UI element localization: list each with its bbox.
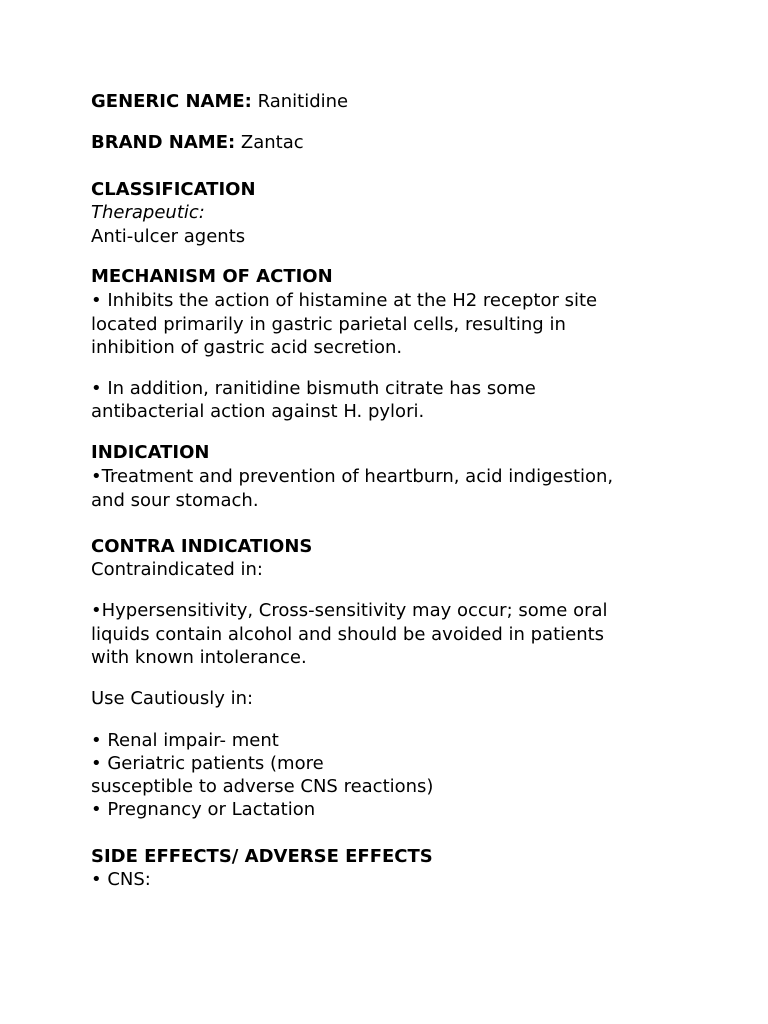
indication-line: and sour stomach.: [91, 490, 259, 511]
mechanism-line: • In addition, ranitidine bismuth citrate has some: [91, 378, 536, 399]
mechanism-line: • Inhibits the action of histamine at the H2 receptor site: [91, 290, 598, 311]
contra-heading: CONTRA INDICATIONS: [91, 536, 313, 557]
contra-line: with known intolerance.: [91, 647, 307, 668]
side-effects-heading: SIDE EFFECTS/ ADVERSE EFFECTS: [91, 846, 433, 867]
caution-item: • Geriatric patients (more: [91, 753, 324, 774]
classification-heading: CLASSIFICATION: [91, 179, 256, 200]
generic-name-line: [91, 90, 348, 113]
caution-intro: Use Cautiously in:: [91, 688, 254, 709]
mechanism-heading: MECHANISM OF ACTION: [91, 266, 333, 287]
mechanism-line: inhibition of gastric acid secretion.: [91, 337, 403, 358]
indication-line: •Treatment and prevention of heartburn, acid indigestion,: [91, 466, 614, 487]
brand-name-value: Zantac: [235, 132, 304, 153]
classification-value: Anti-ulcer agents: [91, 226, 246, 247]
side-effects-item: • CNS:: [91, 869, 151, 890]
contra-intro: Contraindicated in:: [91, 559, 263, 580]
brand-name-label: BRAND NAME:: [91, 132, 236, 153]
brand-name-line: [91, 131, 304, 154]
contra-line: •Hypersensitivity, Cross-sensitivity may occur; some oral: [91, 600, 608, 621]
caution-item: susceptible to adverse CNS reactions): [91, 776, 434, 797]
mechanism-line: antibacterial action against H. pylori.: [91, 401, 425, 422]
caution-item: • Pregnancy or Lactation: [91, 799, 316, 820]
caution-item: • Renal impair- ment: [91, 730, 279, 751]
generic-name-value: Ranitidine: [251, 91, 349, 112]
contra-line: liquids contain alcohol and should be avoided in patients: [91, 624, 605, 645]
generic-name-label: GENERIC NAME:: [91, 91, 252, 112]
indication-heading: INDICATION: [91, 442, 210, 463]
mechanism-line: located primarily in gastric parietal cells, resulting in: [91, 314, 566, 335]
classification-subheading: Therapeutic:: [91, 202, 205, 223]
